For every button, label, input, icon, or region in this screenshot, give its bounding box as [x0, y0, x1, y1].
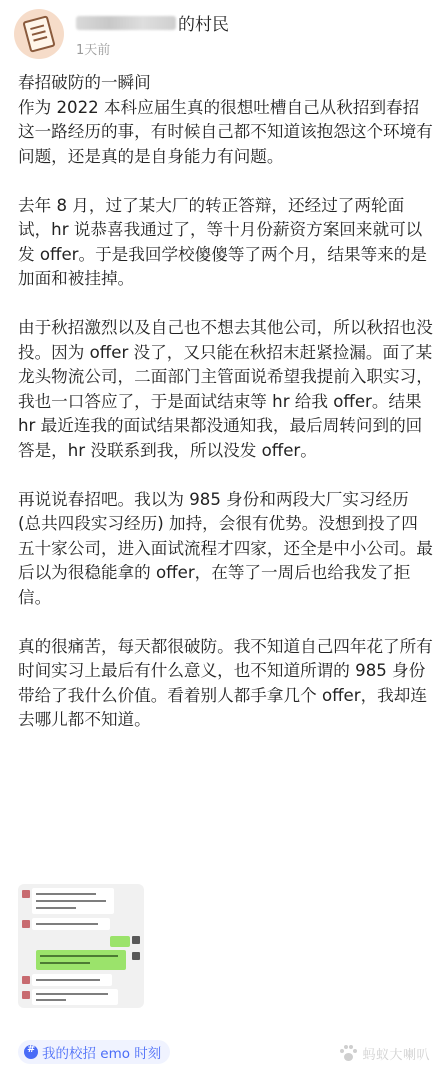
- post-time: 1天前: [76, 43, 111, 58]
- topic-tag[interactable]: [18, 1040, 170, 1064]
- topic-tag-label: 我的校招 emo 时刻: [42, 1046, 162, 1062]
- chat-bubble: [36, 950, 126, 970]
- post-content: [18, 71, 434, 733]
- chat-text-line: [36, 923, 98, 925]
- chat-screenshot-image[interactable]: [18, 884, 144, 1008]
- post-paragraph: 去年 8 月，过了某大厂的转正答辩，还经过了两轮面试，hr 说恭喜我通过了，等十月份薪资方案回来就可以发 offer。于是我回学校傻傻等了两个月，结果等来的是加面和被挂掉。: [18, 195, 427, 288]
- chat-text-line: [36, 893, 96, 895]
- author-name[interactable]: [76, 10, 229, 35]
- chat-avatar: [132, 952, 140, 960]
- author-block: [76, 10, 229, 58]
- chat-text-line: [36, 993, 108, 995]
- chat-avatar: [22, 890, 30, 898]
- redacted-name-blur: [76, 16, 176, 30]
- post-header: [14, 8, 229, 60]
- notebook-icon: [22, 15, 55, 53]
- avatar[interactable]: [14, 9, 64, 59]
- chat-bubble: [110, 936, 130, 947]
- post-paragraph: 春招破防的一瞬间 作为 2022 本科应届生真的很想吐槽自己从秋招到春招这一路经历的事，有时候自己都不知道该抱怨这个环境有问题，还是真的是自身能力有问题。: [18, 73, 433, 166]
- hashtag-icon: [24, 1045, 38, 1059]
- chat-avatar: [22, 920, 30, 928]
- post-paragraph: 由于秋招激烈以及自己也不想去其他公司，所以秋招也没投。因为 offer 没了，又只能在秋招末赶紧捡漏。面了某龙头物流公司，二面部门主管面说希望我提前入职实习，我也一口答应了，于是面试结束等 hr 给我 offer。结果 hr 最近连我的面试结果都没通知我，最后周转问到的回答是，hr 没联系到我，所以没发 offer。: [18, 318, 433, 460]
- chat-text-line: [36, 979, 100, 981]
- chat-text-line: [36, 900, 106, 902]
- author-name-suffix: 的村民: [178, 15, 229, 35]
- chat-avatar: [22, 991, 30, 999]
- watermark-text: 蚂蚁大喇叭: [362, 1048, 430, 1063]
- post-paragraph: 再说说春招吧。我以为 985 身份和两段大厂实习经历 (总共四段实习经历) 加持，会很有优势。没想到投了四五十家公司，进入面试流程才四家，还全是中小公司。最后以为很稳能拿的 offer，在等了一周后也给我发了拒信。: [18, 489, 433, 607]
- chat-avatar: [22, 976, 30, 984]
- chat-avatar: [132, 936, 140, 944]
- post-paragraph: 真的很痛苦，每天都很破防。我不知道自己四年花了所有时间实习上最后有什么意义，也不知道所谓的 985 身份带给了我什么价值。看着别人都手拿几个 offer，我却连去哪儿都不知道。: [18, 636, 433, 729]
- chat-text-line: [36, 999, 66, 1001]
- chat-text-line: [36, 907, 76, 909]
- chat-bubble: [32, 989, 118, 1005]
- chat-text-line: [40, 955, 118, 957]
- paw-icon: [339, 1045, 357, 1063]
- watermark: [339, 1044, 430, 1063]
- chat-text-line: [40, 962, 90, 964]
